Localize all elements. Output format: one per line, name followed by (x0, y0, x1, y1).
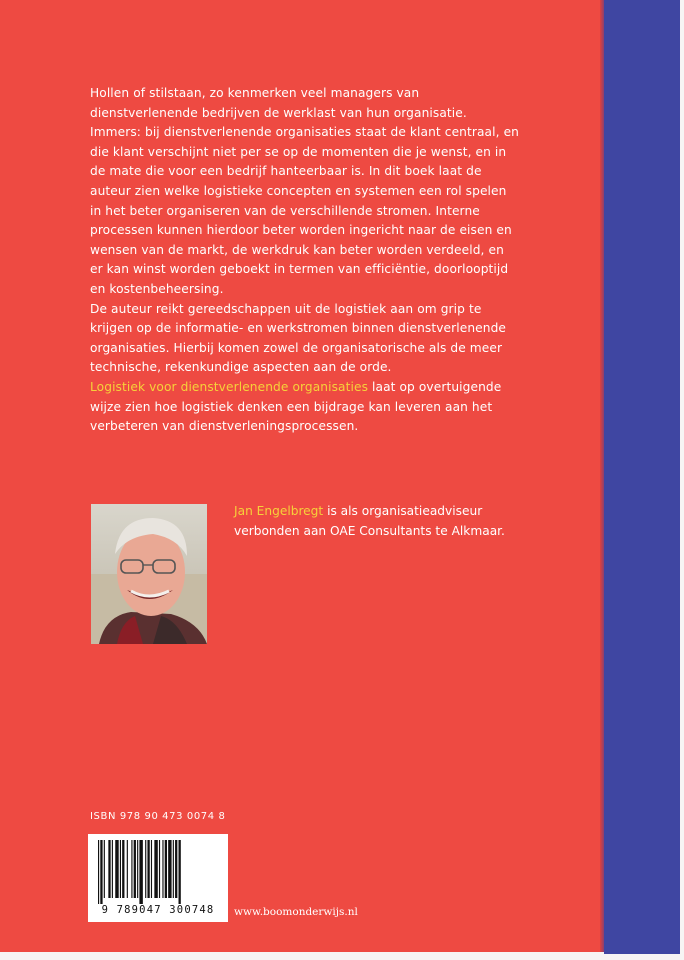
barcode-bar (162, 840, 163, 898)
barcode-bar (145, 840, 146, 898)
barcode-bar (165, 840, 167, 898)
barcode-bar (112, 840, 113, 898)
blurb-paragraph-3 (90, 378, 520, 437)
blurb-paragraph-2: De auteur reikt gereedschappen uit de logistiek aan om grip te krijgen op de informatie- en werkstromen binnen dienstverlenende organisaties. Hierbij komen zowel de organisatorische als de meer technische, rekenkundige aspecten aan de orde. (90, 301, 507, 375)
barcode-bar (154, 840, 157, 898)
blurb-text (90, 84, 520, 437)
barcode (88, 834, 228, 922)
book-spine (604, 0, 680, 954)
barcode-bar (104, 840, 105, 898)
barcode-bar (134, 840, 136, 898)
barcode-bar (127, 840, 128, 898)
barcode-bar (98, 840, 99, 904)
barcode-bar (151, 840, 152, 898)
author-name: Jan Engelbregt (234, 504, 324, 518)
barcode-bar (137, 840, 138, 898)
author-bio (234, 501, 514, 541)
barcode-bar (173, 840, 174, 898)
barcode-digits: 9 789047 300748 (101, 904, 215, 916)
barcode-bar (100, 840, 102, 904)
barcode-bar (120, 840, 121, 898)
barcode-bar (139, 840, 142, 904)
barcode-bar (131, 840, 132, 898)
barcode-bar (175, 840, 177, 898)
barcode-bar (159, 840, 160, 898)
barcode-bar (179, 840, 181, 904)
isbn-label: ISBN 978 90 473 0074 8 (90, 811, 226, 822)
publisher-url: www.boomonderwijs.nl (234, 906, 358, 918)
barcode-bar (115, 840, 118, 898)
barcode-bar (108, 840, 110, 898)
barcode-bars (88, 834, 228, 904)
blurb-paragraph-3-text: laat op overtuigende wijze zien hoe logistiek denken een bijdrage kan leveren aan het verbeteren van dienstverleningsprocessen. (90, 379, 502, 434)
barcode-bar (168, 840, 171, 898)
author-photo (91, 504, 207, 644)
barcode-bar (147, 840, 149, 898)
book-title-highlight: Logistiek voor dienstverlenende organisaties (90, 379, 369, 394)
blurb-paragraph-1: Hollen of stilstaan, zo kenmerken veel managers van dienstverlenende bedrijven de werklast van hun organisatie. Immers: bij dienstverlenende organisaties staat de klant centraal, en die klant verschijnt niet per se op de momenten die je wenst, en in de mate die voor een bedrijf hanteerbaar is. In dit boek laat de auteur zien welke logistieke concepten en systemen een rol spelen in het beter organiseren van de verschillende stromen. Interne processen kunnen hierdoor beter worden ingericht naar de eisen en wensen van de markt, de werkdruk kan beter worden verdeeld, en er kan winst worden geboekt in termen van efficiëntie, doorlooptijd en kostenbeheersing. (90, 86, 519, 296)
barcode-bar (122, 840, 124, 898)
author-bio-text: is als organisatieadviseur verbonden aan OAE Consultants te Alkmaar. (234, 504, 505, 538)
